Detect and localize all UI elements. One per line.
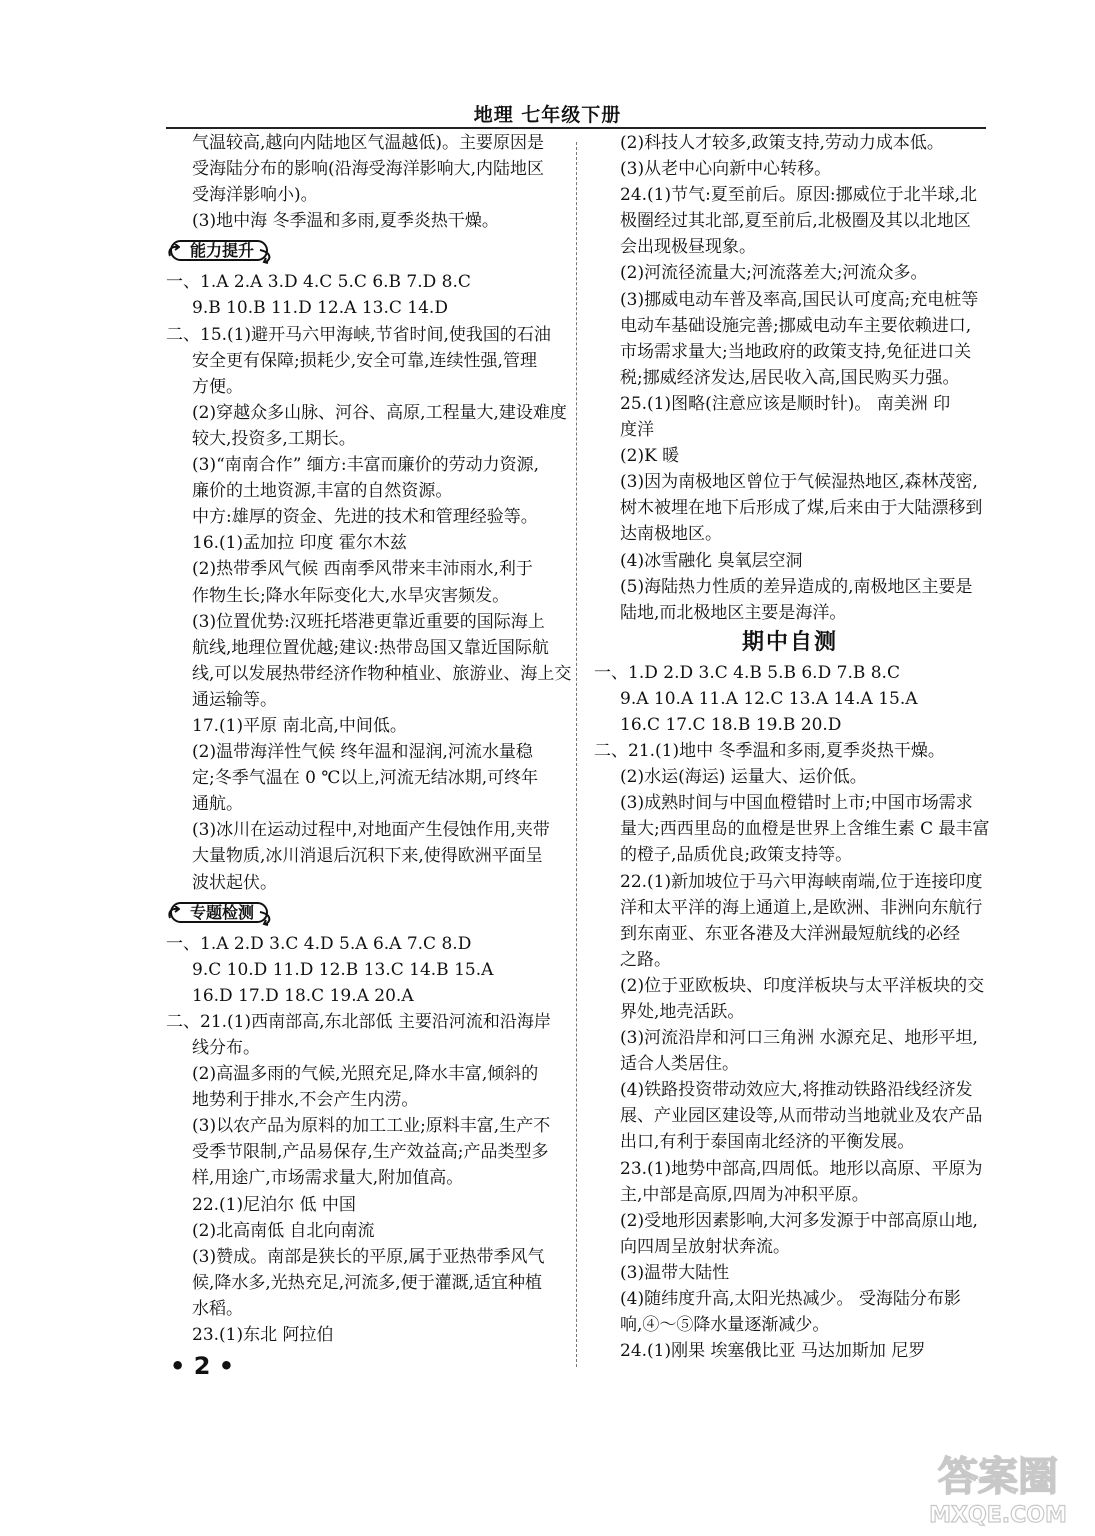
answer-line: (3)以农产品为原料的加工工业;原料丰富,生产不 — [192, 1116, 551, 1137]
answer-line: (3)位置优势:汉班托塔港更靠近重要的国际海上 — [192, 611, 545, 632]
curl-arrow-icon — [258, 910, 274, 926]
answer-line: (2)K 暖 — [620, 446, 680, 467]
answer-line: 廉价的土地资源,丰富的自然资源。 — [192, 481, 453, 502]
answer-line: 市场需求量大;当地政府的政策支持,免征进口关 — [620, 341, 972, 362]
answer-line: 候,降水多,光热充足,河流多,便于灌溉,适宜种植 — [192, 1272, 543, 1293]
answer-line: 大量物质,冰川消退后沉积下来,使得欧洲平面呈 — [192, 846, 543, 867]
right-column — [594, 130, 990, 1364]
header-rule — [166, 127, 986, 129]
answer-line: (3)地中海 冬季温和多雨,夏季炎热干燥。 — [192, 211, 499, 232]
answer-line: 度洋 — [620, 420, 654, 441]
section-title: 能力提升 — [190, 241, 255, 261]
answer-line: 洋和太平洋的海上通道上,是欧洲、非洲向东航行 — [620, 897, 983, 918]
answer-line: 税;挪威经济发达,居民收入高,国民购买力强。 — [620, 367, 960, 388]
answer-line: (3)冰川在运动过程中,对地面产生侵蚀作用,夹带 — [192, 820, 550, 841]
left-column — [166, 130, 572, 1348]
answer-line: 界处,地壳活跃。 — [620, 1002, 745, 1022]
answer-line: 二、21.(1)地中 冬季温和多雨,夏季炎热干燥。 — [594, 741, 945, 762]
answer-line: (4)铁路投资带动效应大,将推动铁路沿线经济发 — [620, 1080, 973, 1101]
answer-line: 电动车基础设施完善;挪威电动车主要依赖进口, — [620, 315, 972, 336]
answer-line: 16.C 17.C 18.B 19.B 20.D — [620, 714, 842, 735]
ability-answers — [166, 269, 572, 895]
answer-line: 通运输等。 — [192, 689, 277, 710]
answer-line: 地势利于排水,不会产生内涝。 — [192, 1090, 419, 1111]
answer-line: 受海陆分布的影响(沿海受海洋影响大,内陆地区 — [192, 159, 545, 180]
left-top-block — [166, 130, 564, 234]
midterm-title: 期中自测 — [741, 629, 838, 655]
answer-line: 中方:雄厚的资金、先进的技术和管理经验等。 — [192, 507, 538, 528]
answer-line: 二、15.(1)避开马六甲海峡,节省时间,使我国的石油 — [166, 324, 551, 345]
column-divider — [576, 142, 577, 1367]
answer-line: 波状起伏。 — [192, 872, 277, 893]
answer-line: (2)北高南低 自北向南流 — [192, 1220, 375, 1241]
answer-line: 一、1.A 2.D 3.C 4.D 5.A 6.A 7.C 8.D — [166, 933, 472, 954]
curl-arrow-icon — [258, 248, 274, 264]
answer-line: 一、1.A 2.A 3.D 4.C 5.C 6.B 7.D 8.C — [166, 272, 471, 293]
answer-line: (2)温带海洋性气候 终年温和湿润,河流水量稳 — [192, 742, 533, 763]
answer-line: 气温较高,越向内陆地区气温越低)。主要原因是 — [192, 133, 545, 153]
answer-line: 极圈经过其北部,夏至前后,北极圈及其以北地区 — [620, 211, 971, 232]
answer-line: (4)冰雪融化 臭氧层空洞 — [620, 550, 803, 571]
answer-line: 9.B 10.B 11.D 12.A 13.C 14.D — [192, 298, 448, 319]
answer-line: 安全更有保障;损耗少,安全可靠,连续性强,管理 — [192, 350, 537, 371]
page-number: • 2 • — [170, 1352, 235, 1380]
watermark-logo — [918, 1440, 1078, 1530]
answer-line: 16.(1)孟加拉 印度 霍尔木兹 — [192, 533, 407, 554]
answer-line: 主,中部是高原,四周为冲积平原。 — [620, 1184, 869, 1205]
answer-line: 通航。 — [192, 794, 243, 815]
answer-line: 受季节限制,产品易保存,生产效益高;产品类型多 — [192, 1142, 549, 1163]
answer-line: 水稻。 — [192, 1298, 243, 1319]
answer-line: 受海洋影响小)。 — [192, 185, 318, 206]
answer-line: 样,用途广,市场需求量大,附加值高。 — [192, 1168, 464, 1189]
answer-line: 的橙子,品质优良;政策支持等。 — [620, 845, 853, 866]
answer-line: 达南极地区。 — [620, 524, 722, 545]
answer-line: 16.D 17.D 18.C 19.A 20.A — [192, 985, 414, 1006]
answer-line: (2)位于亚欧板块、印度洋板块与太平洋板块的交 — [620, 975, 985, 996]
answer-line: 线分布。 — [192, 1038, 260, 1058]
svg-text:MXQE.COM: MXQE.COM — [929, 1503, 1067, 1528]
answer-line: 25.(1)图略(注意应该是顺时针)。 南美洲 印 — [620, 393, 951, 414]
answer-line: (3)挪威电动车普及率高,国民认可度高;充电桩等 — [620, 289, 979, 310]
answer-line: 向四周呈放射状奔流。 — [620, 1236, 790, 1257]
answer-line: (2)穿越众多山脉、河谷、高原,工程量大,建设难度 — [192, 402, 567, 423]
answer-line: (3)因为南极地区曾位于气候湿热地区,森林茂密, — [620, 472, 978, 493]
answer-line: 作物生长;降水年际变化大,水旱灾害频发。 — [192, 585, 510, 606]
answer-line: 9.A 10.A 11.A 12.C 13.A 14.A 15.A — [620, 688, 918, 709]
answer-line: 出口,有利于泰国南北经济的平衡发展。 — [620, 1132, 915, 1153]
answer-line: 树木被埋在地下后形成了煤,后来由于大陆漂移到 — [620, 498, 983, 519]
answer-line: 二、21.(1)西南部高,东北部低 主要沿河流和沿海岸 — [166, 1011, 551, 1032]
answer-line: 24.(1)节气:夏至前后。原因:挪威位于北半球,北 — [620, 185, 977, 206]
answer-line: (2)科技人才较多,政策支持,劳动力成本低。 — [620, 133, 944, 153]
answer-line: 展、产业园区建设等,从而带动当地就业及农产品 — [620, 1106, 983, 1127]
answer-line: (4)随纬度升高,太阳光热减少。 受海陆分布影 — [620, 1289, 961, 1310]
answer-line: 响,④～⑤降水量逐渐减少。 — [620, 1315, 830, 1336]
answer-line: 航线,地理位置优越;建议:热带岛国又靠近国际航 — [192, 637, 549, 658]
answer-line: (2)受地形因素影响,大河多发源于中部高原山地, — [620, 1210, 978, 1231]
answer-line: 陆地,而北极地区主要是海洋。 — [620, 602, 847, 623]
answer-line: 9.C 10.D 11.D 12.B 13.C 14.B 15.A — [192, 959, 494, 980]
topic-answers — [166, 931, 564, 1349]
answer-line: (3)温带大陆性 — [620, 1262, 730, 1283]
answer-line: 之路。 — [620, 949, 671, 970]
answer-line: (2)热带季风气候 西南季风带来丰沛雨水,利于 — [192, 559, 533, 580]
answer-line: (3)河流沿岸和河口三角洲 水源充足、地形平坦, — [620, 1028, 978, 1049]
answer-line: 线,可以发展热带经济作物种植业、旅游业、海上交 — [192, 663, 572, 684]
answer-line: 定;冬季气温在 0 ℃以上,河流无结冰期,可终年 — [192, 768, 539, 789]
answer-line: 22.(1)尼泊尔 低 中国 — [192, 1194, 356, 1215]
section-title: 专题检测 — [190, 902, 255, 922]
page-header: 地理 七年级下册 — [473, 104, 622, 126]
answer-line: (2)河流径流量大;河流落差大;河流众多。 — [620, 263, 928, 284]
answer-line: (3)赞成。南部是狭长的平原,属于亚热带季风气 — [192, 1246, 545, 1267]
answer-line: (2)高温多雨的气候,光照充足,降水丰富,倾斜的 — [192, 1064, 539, 1085]
right-top-block — [594, 130, 986, 626]
answer-line: 23.(1)地势中部高,四周低。地形以高原、平原为 — [620, 1158, 983, 1179]
answer-line: (3)从老中心向新中心转移。 — [620, 159, 832, 180]
section-label-topic — [166, 898, 564, 929]
svg-text:答案圈: 答案圈 — [938, 1454, 1058, 1500]
answer-line: 较大,投资多,工期长。 — [192, 428, 356, 449]
answer-line: 到东南亚、东亚各港及大洋洲最短航线的必经 — [620, 923, 960, 944]
answer-line: 23.(1)东北 阿拉伯 — [192, 1325, 334, 1346]
answer-line: 会出现极昼现象。 — [620, 237, 756, 258]
answer-line: 22.(1)新加坡位于马六甲海峡南端,位于连接印度 — [620, 871, 983, 892]
answer-line: (3)成熟时间与中国血橙错时上市;中国市场需求 — [620, 793, 973, 814]
answer-line: (3)“南南合作” 缅方:丰富而廉价的劳动力资源, — [192, 455, 539, 476]
answer-line: 24.(1)刚果 埃塞俄比亚 马达加斯加 尼罗 — [620, 1341, 926, 1362]
section-label-ability — [166, 236, 564, 267]
answer-line: (2)水运(海运) 运量大、运价低。 — [620, 767, 867, 788]
answer-line: 方便。 — [192, 376, 243, 397]
answer-line: 量大;西西里岛的血橙是世界上含维生素 C 最丰富 — [620, 819, 990, 840]
answer-line: 适合人类居住。 — [620, 1054, 739, 1075]
answer-line: (5)海陆热力性质的差异造成的,南极地区主要是 — [620, 576, 973, 597]
answer-line: 17.(1)平原 南北高,中间低。 — [192, 715, 407, 736]
midterm-answers — [594, 660, 990, 1365]
answer-line: 一、1.D 2.D 3.C 4.B 5.B 6.D 7.B 8.C — [594, 662, 900, 683]
